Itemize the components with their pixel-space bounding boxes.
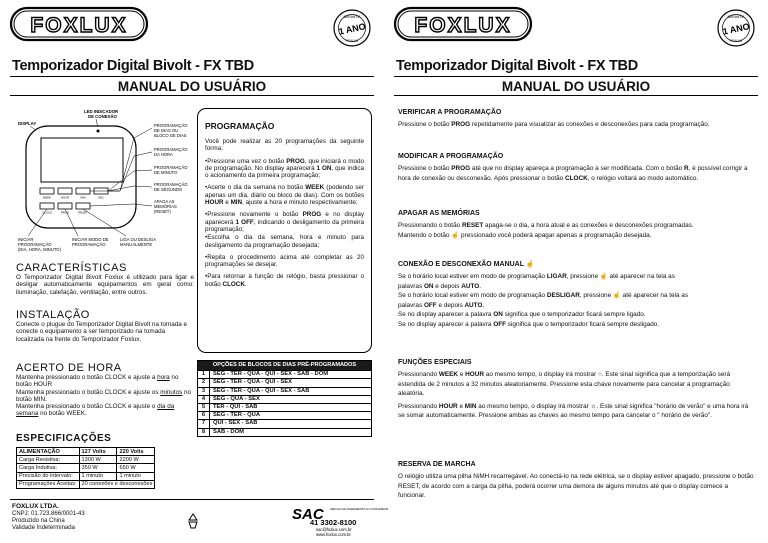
section-heading: INSTALAÇÃO: [16, 309, 90, 321]
svg-text:PROG: PROG: [60, 210, 70, 215]
table-row: Carga Indutiva: 350 W 650 W: [17, 464, 155, 472]
foxlux-logo: [393, 6, 533, 42]
svg-text:DE CONEXÃO: DE CONEXÃO: [88, 114, 117, 119]
blocks-table: [197, 360, 372, 437]
svg-text:MANUALMENTE: MANUALMENTE: [120, 242, 153, 247]
acerto-line-2: Mantenha pressionado o botão CLOCK e ajuste os minutos no botão MIN.: [16, 388, 192, 403]
svg-text:DA HORA: DA HORA: [154, 152, 173, 157]
section-heading: ACERTO DE HORA: [16, 362, 122, 374]
table-row: 8 SAB - DOM: [198, 428, 372, 436]
svg-text:LED INDICADOR: LED INDICADOR: [84, 109, 119, 114]
svg-text:DE MINUTO: DE MINUTO: [154, 170, 178, 175]
manual-line-4: Se no display aparecer a palavra OFF significa que o temporizador ficará sempre desligado.: [398, 320, 660, 328]
svg-text:SERVIÇO DE ATENDIMENTO AO CONS: SERVIÇO DE ATENDIMENTO AO CONSUMIDOR: [330, 508, 389, 511]
programacao-box: [197, 108, 372, 353]
manual-section: [398, 260, 756, 330]
divider: [394, 76, 758, 77]
warranty-seal-icon: [716, 8, 756, 48]
acerto-line-3: Mantenha pressionado o botão CLOCK e ajuste o dia da semana no botão WEEK.: [16, 403, 175, 418]
product-title: Temporizador Digital Bivolt - FX TBD: [12, 58, 254, 74]
random-circle-icon: ○: [598, 371, 602, 378]
svg-text:INICIAR: INICIAR: [18, 237, 34, 242]
svg-text:FOXLUX: FOXLUX: [345, 39, 359, 43]
section-text: Pressione o botão PROG até que no display apareça a programação a ser modificada. Com o botão R, é possível corrigir a hora de conexão ou desconexão. Após pressionar o botão CLOCK, o relógio voltará ao modo automático.: [398, 165, 748, 182]
funcoes-text-2: Pressionando HOUR e MIN ao mesmo tempo, o display irá mostrar ☼. Este sinal significa "horário de verão" e uma hora irá se somar automaticamente. Pressione ambas as chaves ao mesmo tempo para cancelar o " horário de verão".: [398, 402, 749, 420]
svg-text:SAC: SAC: [292, 506, 324, 523]
svg-text:MEMÓRIAS: MEMÓRIAS: [154, 204, 177, 209]
section-text: Conecte o plugue do Temporizador Digital Bivolt na tomada e conecte o equipamento a ser temporizado na tomada localizada na frente do Temporizador Foxlux.: [16, 321, 188, 343]
svg-text:DE SEGUNDO: DE SEGUNDO: [154, 187, 183, 192]
svg-text:DE DIAS OU: DE DIAS OU: [154, 128, 179, 133]
prog-step-2: •Acerte o dia da semana no botão WEEK (podendo ser apenas um dia, diário ou bloco de dias). Com os botões HOUR e MIN, ajuste a hora e minuto respectivamente;: [205, 184, 364, 207]
svg-text:DISPLAY: DISPLAY: [18, 121, 37, 126]
table-row: Programações Aceitas: 20 conexões e desconexões: [17, 480, 155, 488]
foxlux-logo: [9, 6, 149, 42]
manual-title: MANUAL DO USUÁRIO: [501, 79, 651, 94]
section-text: Pressionando o botão RESET apaga-se o dia, a hora atual e as conexões e desconexões programadas. Mantendo o botão ☝ pressionado você poderá apagar apenas a programação desejada.: [398, 222, 694, 239]
table-row: ALIMENTAÇÃO 127 Volts 220 Volts: [17, 448, 155, 456]
acerto-line-1: Mantenha pressionado o botão CLOCK e ajuste a hora no botão HOUR: [16, 374, 179, 389]
svg-text:PROGRAMAÇÃO: PROGRAMAÇÃO: [72, 242, 106, 247]
svg-text:BLOCO DE DIAS: BLOCO DE DIAS: [154, 133, 187, 138]
manual-title: MANUAL DO USUÁRIO: [117, 79, 267, 94]
table-row: 6 SEG - TER - QUA: [198, 412, 372, 420]
specs-table: [16, 447, 155, 489]
footer: FOXLUX LTDA. CNPJ: 01.723.866/0001-43 Produzido na China Validade Indeterminada: [12, 503, 85, 531]
svg-text:APAGA AS: APAGA AS: [154, 199, 175, 204]
hand-pointer-icon: ☝: [525, 261, 535, 268]
table-row: 2 SEG - TER - QUA - QUI - SEX: [198, 379, 372, 387]
prog-intro: Você pode realizar as 20 programações da seguinte forma;: [205, 138, 364, 153]
divider: [10, 95, 374, 96]
prog-step-3: •Pressione novamente o botão PROG e no display aparecerá 1 OFF, indicando o desligamento da primeira programação;: [205, 211, 364, 233]
product-title: Temporizador Digital Bivolt - FX TBD: [396, 58, 638, 74]
divider: [10, 76, 374, 77]
svg-text:PROGRAMAÇÃO: PROGRAMAÇÃO: [154, 182, 188, 187]
funcoes-text-1: Pressionando WEEK e HOUR ao mesmo tempo, o display irá mostrar ○. Este sinal significa que a temporização será estendida de 2 minutos a 32 minutos aleatoriamente. Pressione esta chave novamente para cancelar a programação aleatória.: [398, 371, 731, 398]
table-row: 1 SEG - TER - QUA - QUI - SEX - SAB - DOM: [198, 371, 372, 379]
hand-pointer-icon: ☝: [451, 231, 460, 239]
svg-text:FOXLUX: FOXLUX: [30, 14, 128, 37]
prog-step-5: •Repita o procedimento acima até completar as 20 programações se desejar.: [205, 253, 364, 269]
section-heading: FUNÇÕES ESPECIAIS: [398, 359, 472, 366]
warranty-seal-icon: [332, 8, 372, 48]
section-text: Pressione o botão PROG repetidamente para visualizar as conexões e desconexões para cada programação.: [398, 121, 710, 128]
section-heading: CARACTERÍSTICAS: [16, 262, 127, 274]
svg-text:41 3302-8100: 41 3302-8100: [310, 518, 357, 527]
acerto-section: [16, 362, 194, 418]
device-diagram: [16, 108, 200, 260]
svg-text:SEC: SEC: [98, 195, 104, 200]
divider: [10, 499, 374, 500]
svg-text:1 ANO: 1 ANO: [337, 21, 367, 37]
table-row: 3 SEG - TER - QUA - QUI - SEX - SAB: [198, 387, 372, 395]
section-text: O relógio utiliza uma pilha NiMH recarregável. Ao conectá-lo na rede elétrica, se o display estiver apagado, pressione o botão RESET, de acordo com a carga da pilha, poderá ocorrer uma demora de alguns minutos até que o display comece a funcionar.: [398, 473, 754, 500]
svg-text:1 ANO: 1 ANO: [721, 21, 751, 37]
svg-text:HOUR: HOUR: [60, 195, 70, 200]
recycle-icon: [186, 512, 200, 530]
svg-text:RESET: RESET: [78, 210, 88, 215]
table-row: Carga Resistiva: 1300 W 2200 W: [17, 456, 155, 464]
section-heading: APAGAR AS MEMÓRIAS: [398, 210, 480, 217]
section-heading: VERIFICAR A PROGRAMAÇÃO: [398, 109, 502, 116]
especificacoes-section: [16, 433, 194, 445]
svg-text:GARANTIA: GARANTIA: [727, 15, 745, 19]
manual-line-1: Se o horário local estiver em modo de programação LIGAR, pressione ☝ até aparecer na tela as palavras ON e depois AUTO.: [398, 273, 675, 290]
svg-text:INICIAR MODO DE: INICIAR MODO DE: [72, 237, 109, 242]
svg-text:FOXLUX: FOXLUX: [729, 39, 743, 43]
svg-text:PROGRAMAÇÃO: PROGRAMAÇÃO: [154, 165, 188, 170]
table-header: OPÇÕES DE BLOCOS DE DIAS PRÉ-PROGRAMADOS: [198, 361, 372, 371]
svg-text:www.foxlux.com.br: www.foxlux.com.br: [316, 532, 351, 537]
section-heading: RESERVA DE MARCHA: [398, 461, 476, 468]
svg-text:PROGRAMAÇÃO: PROGRAMAÇÃO: [18, 242, 52, 247]
section-heading: CONEXÃO E DESCONEXÃO MANUAL ☝: [398, 261, 535, 268]
divider: [394, 95, 758, 96]
reserva-section: [398, 461, 756, 501]
table-row: 4 SEG - QUA - SEX: [198, 395, 372, 403]
svg-text:CLOCK: CLOCK: [42, 210, 52, 215]
caracteristicas-section: [16, 262, 194, 296]
section-text: O Temporizador Digital Bivolt Foxlux é utilizado para ligar e desligar automaticamente equipamentos em geral como: iluminação, calefação, ventilação, entre outros.: [16, 274, 194, 296]
svg-text:LIGA OU DESLIGA: LIGA OU DESLIGA: [120, 237, 157, 242]
table-row: 7 QUI - SEX - SAB: [198, 420, 372, 428]
table-row: 5 TER - QUI - SAB: [198, 404, 372, 412]
table-row: Precisão do intervalo: 1 minuto 1 minuto: [17, 472, 155, 480]
svg-text:GARANTIA: GARANTIA: [343, 15, 361, 19]
funcoes-section: [398, 359, 756, 421]
sun-icon: ☼: [590, 402, 597, 410]
svg-text:PROGRAMAÇÃO: PROGRAMAÇÃO: [154, 147, 188, 152]
manual-line-3: Se no display aparecer a palavra ON significa que o temporizador ficará sempre ligado.: [398, 311, 646, 319]
apagar-section: [398, 210, 756, 240]
section-heading: MODIFICAR A PROGRAMAÇÃO: [398, 153, 504, 160]
prog-step-1: •Pressione uma vez o botão PROG, que iniciará o modo de programação. No display aparecerá 1 ON, que indica o acionamento da primeira programação;: [205, 157, 364, 180]
svg-text:FOXLUX: FOXLUX: [414, 14, 512, 37]
right-page: [384, 0, 768, 543]
prog-step-6: •Para retornar à função de relógio, basta pressionar o botão CLOCK.: [205, 273, 364, 288]
svg-text:PROGRAMAÇÃO: PROGRAMAÇÃO: [154, 123, 188, 128]
section-heading: ESPECIFICAÇÕES: [16, 433, 112, 444]
svg-text:(DIA, HORA, MINUTO): (DIA, HORA, MINUTO): [18, 247, 61, 252]
verificar-section: [398, 109, 756, 130]
manual-line-2: Se o horário local estiver em modo de programação DESLIGAR, pressione ☝ até aparecer na tela as palavras OFF e depois AUTO.: [398, 292, 689, 309]
svg-text:MIN: MIN: [80, 195, 86, 200]
hand-pointer-icon: ☝: [612, 292, 621, 300]
svg-text:WEEK: WEEK: [42, 195, 52, 200]
instalacao-section: [16, 309, 194, 343]
section-heading: PROGRAMAÇÃO: [205, 121, 275, 131]
svg-text:(RESET): (RESET): [154, 209, 171, 214]
modificar-section: [398, 153, 756, 183]
sac-contact-badge: [290, 503, 389, 539]
prog-step-4: •Escolha o dia da semana, hora e minuto para desligamento da programação desejada;: [205, 234, 364, 249]
svg-text:sac@foxlux.com.br: sac@foxlux.com.br: [316, 527, 352, 532]
hand-pointer-icon: ☝: [599, 273, 608, 280]
